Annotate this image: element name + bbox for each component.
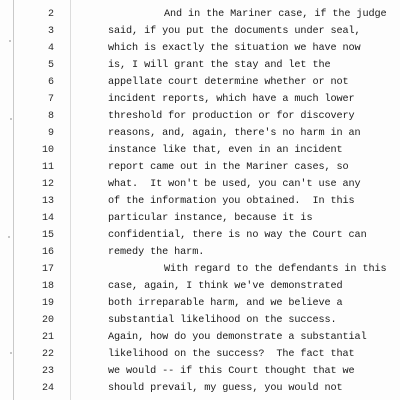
line-number: 4	[47, 43, 54, 54]
line-number: 21	[41, 332, 54, 343]
transcript-line: substantial likelihood on the success.	[108, 315, 337, 326]
line-number: 10	[41, 145, 54, 156]
line-number: 3	[47, 26, 54, 37]
transcript-line: said, if you put the documents under seal,	[108, 26, 361, 37]
transcript-line: Again, how do you demonstrate a substantial	[108, 332, 367, 343]
line-number: 7	[47, 94, 54, 105]
line-number: 20	[41, 315, 54, 326]
transcript-line: incident reports, which have a much lower	[108, 94, 355, 105]
line-number: 11	[41, 162, 54, 173]
transcript-line: And in the Mariner case, if the judge	[164, 9, 387, 20]
line-number: 6	[47, 77, 54, 88]
line-number: 12	[41, 179, 54, 190]
line-number: 23	[41, 366, 54, 377]
transcript-line: report came out in the Mariner cases, so	[108, 162, 349, 173]
scan-speck	[10, 352, 12, 354]
line-number: 24	[41, 383, 54, 394]
transcript-line: which is exactly the situation we have now	[108, 43, 361, 54]
transcript-line: we would -- if this Court thought that we	[108, 366, 355, 377]
transcript-line: both irreparable harm, and we believe a	[108, 298, 343, 309]
line-number: 13	[41, 196, 54, 207]
line-number: 22	[41, 349, 54, 360]
transcript-line: is, I will grant the stay and let the	[108, 60, 331, 71]
scan-speck	[8, 236, 10, 238]
line-number: 5	[47, 60, 54, 71]
transcript-line: remedy the harm.	[108, 247, 205, 258]
line-number: 2	[47, 9, 54, 20]
transcript-line: particular instance, because it is	[108, 213, 313, 224]
line-number-rule	[70, 0, 71, 400]
transcript-line: confidential, there is no way the Court can	[108, 230, 367, 241]
transcript-line: appellate court determine whether or not	[108, 77, 349, 88]
transcript-line: should prevail, my guess, you would not	[108, 383, 343, 394]
transcript-line: case, again, I think we've demonstrated	[108, 281, 343, 292]
transcript-line: With regard to the defendants in this	[164, 264, 387, 275]
transcript-line: threshold for production or for discovery	[108, 111, 355, 122]
line-number: 18	[41, 281, 54, 292]
transcript-line: likelihood on the success? The fact that	[108, 349, 355, 360]
transcript-line: of the information you obtained. In this	[108, 196, 355, 207]
transcript-line: reasons, and, again, there's no harm in an	[108, 128, 361, 139]
left-margin-rule	[13, 0, 14, 400]
scan-speck	[9, 40, 11, 42]
scan-speck	[10, 118, 12, 120]
line-number: 14	[41, 213, 54, 224]
line-number: 15	[41, 230, 54, 241]
line-number: 16	[41, 247, 54, 258]
transcript-line: instance like that, even in an incident	[108, 145, 343, 156]
line-number: 19	[41, 298, 54, 309]
line-number: 9	[47, 128, 54, 139]
line-number: 8	[47, 111, 54, 122]
transcript-line: what. It won't be used, you can't use any	[108, 179, 361, 190]
line-number: 17	[41, 264, 54, 275]
